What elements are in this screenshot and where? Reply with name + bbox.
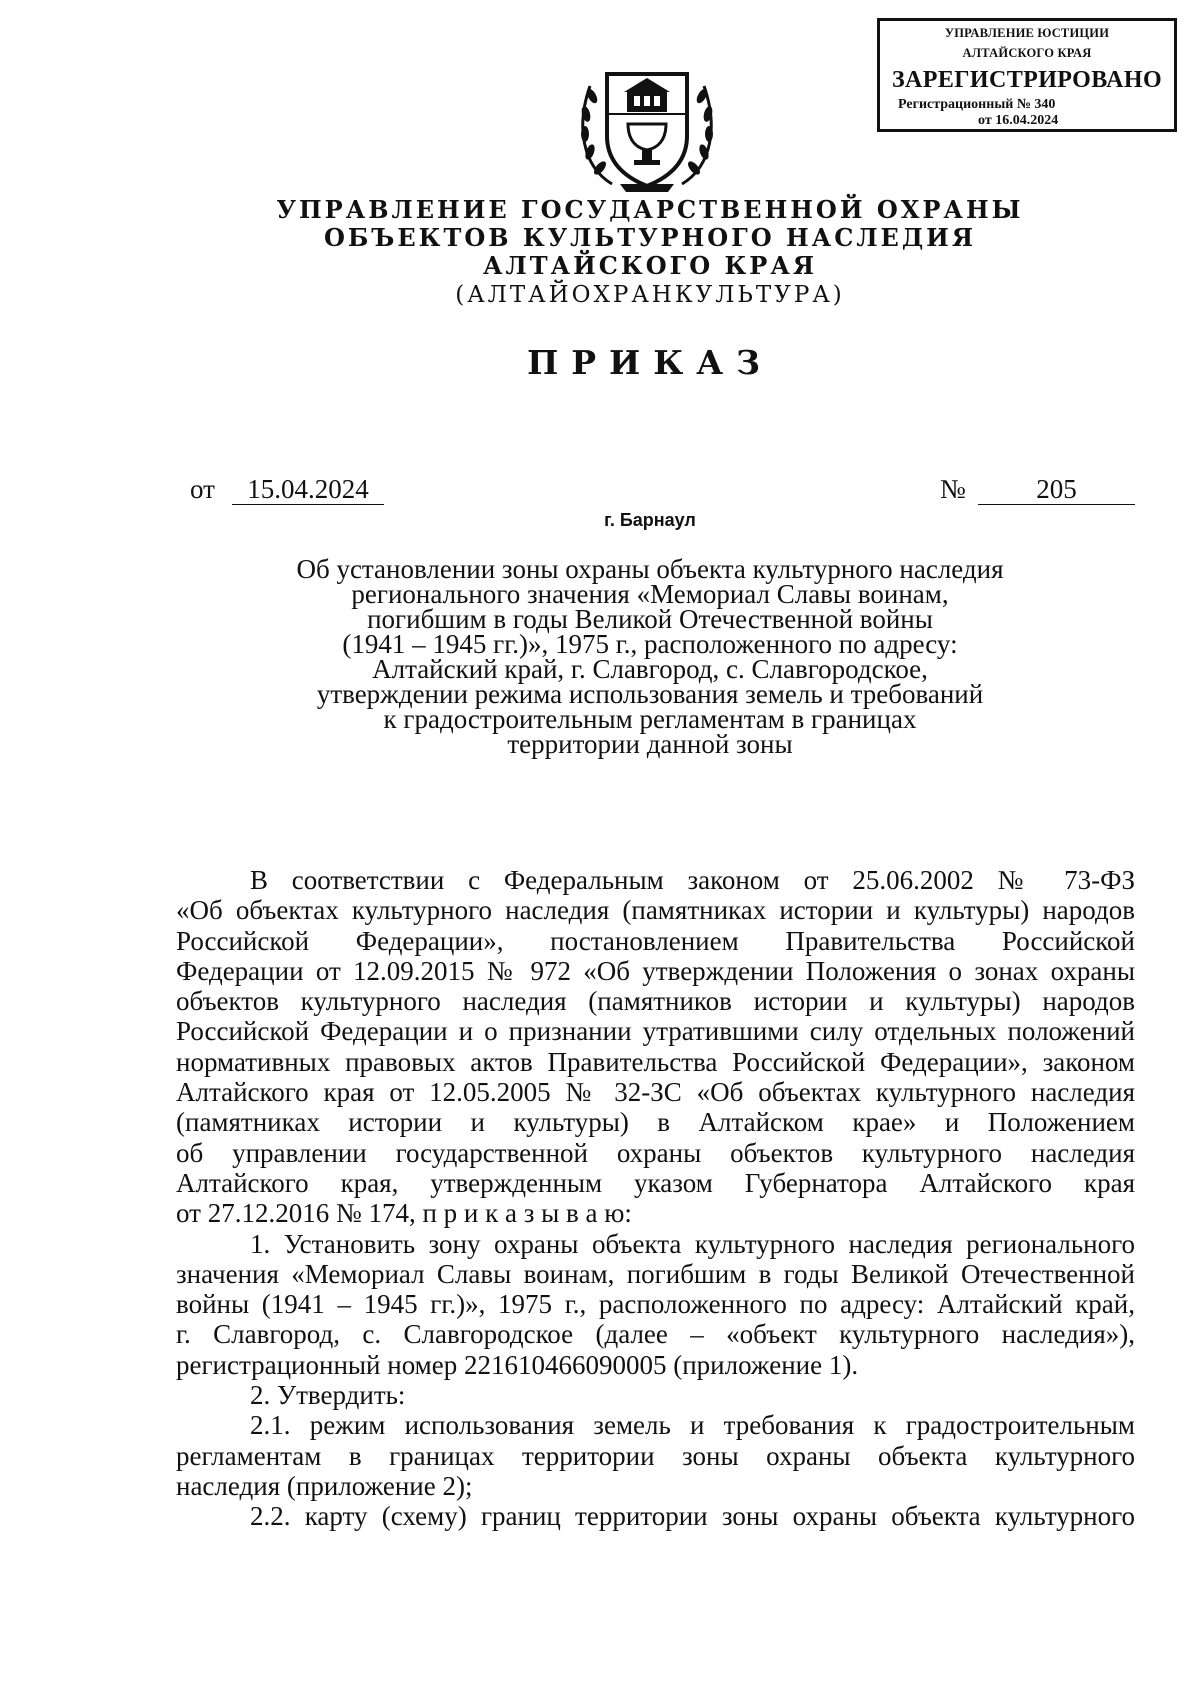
body-line: 1. Установить зону охраны объекта культурного наследия регионального — [250, 1228, 1135, 1259]
stamp-registration-number: Регистрационный № 340 — [898, 97, 1056, 112]
number-prefix: № — [940, 474, 966, 504]
stamp-org-line1: УПРАВЛЕНИЕ ЮСТИЦИИ — [944, 26, 1110, 40]
stamp-title: ЗАРЕГИСТРИРОВАНО — [891, 67, 1163, 93]
body-line: объектов культурного наследия (памятников истории и культуры) народов — [176, 986, 1135, 1017]
body-line: 2. Утвердить: — [250, 1380, 406, 1411]
document-date: 15.04.2024 — [232, 474, 384, 505]
body-line: от 27.12.2016 № 174, п р и к а з ы в а ю: — [176, 1198, 632, 1229]
organization-abbreviation: (АЛТАЙОХРАНКУЛЬТУРА) — [455, 282, 845, 308]
body-line: регистрационный номер 221610466090005 (приложение 1). — [176, 1349, 859, 1380]
subject-line: к градостроительным регламентам в границах — [383, 704, 917, 734]
subject-line: Об установлении зоны охраны объекта культурного наследия — [296, 554, 1004, 584]
subject-line: Алтайский край, г. Славгород, с. Славгородское, — [372, 654, 928, 684]
stamp-org-line2: АЛТАЙСКОГО КРАЯ — [962, 46, 1092, 60]
body-line: наследия (приложение 2); — [176, 1470, 473, 1501]
body-line: 2.1. режим использования земель и требования к градостроительным — [250, 1410, 1135, 1441]
subject-line: территории данной зоны — [507, 729, 793, 759]
body-line: регламентам в границах территории зоны охраны объекта культурного — [176, 1440, 1135, 1471]
organization-name — [200, 196, 1100, 280]
document-city: г. Барнаул — [604, 510, 696, 530]
body-line: Федерации от 12.09.2015 № 972 «Об утверждении Положения о зонах охраны — [176, 955, 1135, 986]
body-line: «Об объектах культурного наследия (памятниках истории и культуры) народов — [176, 895, 1135, 926]
subject-line: (1941 – 1945 гг.)», 1975 г., расположенного по адресу: — [342, 629, 958, 659]
subject-line: погибшим в годы Великой Отечественной войны — [367, 604, 933, 634]
organization-line: ОБЪЕКТОВ КУЛЬТУРНОГО НАСЛЕДИЯ — [323, 223, 977, 252]
body-line: 2.2. карту (схему) границ территории зоны охраны объекта культурного — [250, 1501, 1135, 1532]
organization-line: АЛТАЙСКОГО КРАЯ — [482, 251, 818, 280]
subject-line: утверждении режима использования земель и требований — [316, 679, 984, 709]
body-line: значения «Мемориал Славы воинам, погибшим в годы Великой Отечественной — [176, 1258, 1135, 1289]
date-prefix: от — [190, 474, 215, 504]
document-type: ПРИКАЗ — [527, 343, 773, 382]
subject-line: регионального значения «Мемориал Славы воинам, — [351, 579, 949, 609]
body-line: Алтайского края, утвержденным указом Губернатора Алтайского края — [176, 1167, 1135, 1198]
document-number: 205 — [978, 474, 1135, 505]
altai-krai-coat-of-arms-icon — [572, 56, 722, 196]
document-subject — [200, 554, 1100, 759]
body-line: В соответствии с Федеральным законом от 25.06.2002 № 73-ФЗ — [250, 865, 1135, 895]
body-line: нормативных правовых актов Правительства Российской Федерации», законом — [176, 1046, 1135, 1077]
document-body — [176, 865, 1135, 1532]
body-line: (памятниках истории и культуры) в Алтайском крае» и Положением — [176, 1107, 1135, 1138]
body-line: об управлении государственной охраны объектов культурного наследия — [176, 1137, 1135, 1168]
body-line: Российской Федерации», постановлением Правительства Российской — [176, 925, 1135, 956]
body-line: г. Славгород, с. Славгородское (далее – «объект культурного наследия»), — [176, 1319, 1135, 1350]
stamp-registration-date: от 16.04.2024 — [978, 113, 1059, 128]
registration-stamp — [877, 18, 1177, 132]
body-line: Российской Федерации и о признании утратившими силу отдельных положений — [176, 1016, 1135, 1047]
body-line: Алтайского края от 12.05.2005 № 32-ЗС «Об объектах культурного наследия — [176, 1077, 1135, 1108]
organization-line: УПРАВЛЕНИЕ ГОСУДАРСТВЕННОЙ ОХРАНЫ — [276, 195, 1024, 224]
body-line: войны (1941 – 1945 гг.)», 1975 г., расположенного по адресу: Алтайский край, — [176, 1289, 1135, 1320]
